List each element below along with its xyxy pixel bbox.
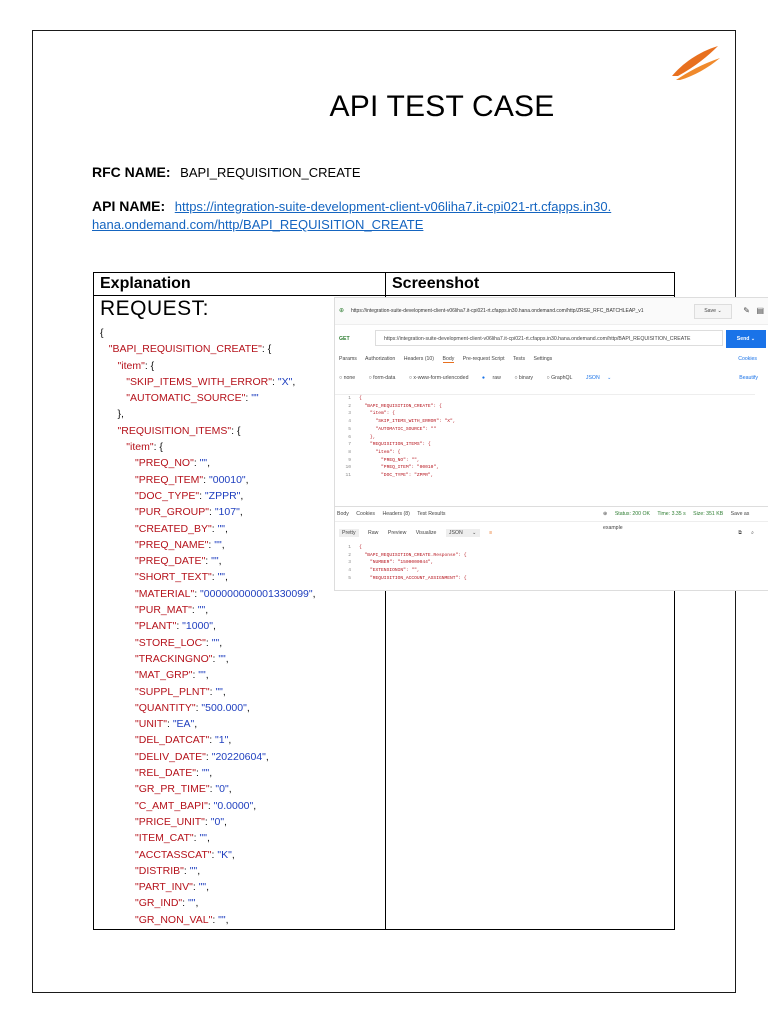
json-punct (100, 734, 135, 746)
document-icon[interactable]: ▤ (756, 306, 764, 315)
request-body-editor[interactable] (335, 394, 755, 503)
json-value: "" (214, 538, 222, 551)
fmt-json-label: JSON (448, 530, 463, 536)
json-punct (100, 767, 135, 779)
json-punct: : (212, 913, 219, 926)
json-key: "DEL_DATCAT" (135, 734, 210, 747)
request-json-line (100, 618, 316, 634)
json-value: "" (215, 685, 223, 698)
json-punct (100, 376, 126, 388)
json-punct: , (225, 913, 229, 926)
response-body (335, 544, 755, 590)
json-punct: : (183, 864, 190, 877)
json-value: "0.0000" (213, 799, 254, 812)
json-value: "" (197, 604, 206, 617)
json-punct (100, 555, 135, 567)
json-value: "" (211, 555, 219, 568)
option-urlencoded[interactable]: ○ x-www-form-urlencoded (408, 375, 469, 381)
fmt-visualize[interactable]: Visualize (415, 530, 437, 536)
json-value: "" (217, 571, 226, 584)
json-key: "REQUISITION_ITEMS" (117, 424, 232, 437)
json-value: "" (188, 897, 196, 910)
json-punct: : (176, 620, 183, 633)
screenshot-topbar (335, 298, 768, 325)
fmt-raw[interactable]: Raw (368, 530, 379, 536)
json-punct: : (203, 473, 209, 486)
brand-logo (668, 42, 724, 82)
json-punct: , (194, 718, 198, 731)
json-value: "" (198, 881, 207, 894)
request-json-line (100, 455, 316, 471)
json-punct: , (239, 506, 243, 519)
request-json-line (100, 602, 316, 618)
json-punct: , (219, 636, 223, 649)
request-json-line (100, 553, 316, 569)
json-punct: : (195, 767, 202, 780)
json-key: "CREATED_BY" (135, 522, 212, 535)
json-key: "PREQ_NO" (135, 457, 194, 470)
json-punct (100, 539, 135, 551)
json-punct: , (209, 767, 213, 780)
json-punct: , (253, 799, 257, 812)
json-punct (100, 474, 135, 486)
request-json-line (100, 684, 316, 700)
json-key: "QUANTITY" (135, 701, 196, 714)
json-key: "DISTRIB" (135, 864, 184, 877)
option-binary-label: binary (518, 375, 534, 381)
json-punct (100, 865, 135, 877)
json-punct: : (272, 375, 278, 388)
json-key: "PLANT" (135, 620, 177, 633)
json-punct (100, 686, 135, 698)
json-punct: , (225, 571, 228, 584)
request-json-line (100, 358, 316, 374)
fmt-pretty[interactable]: Pretty (339, 529, 359, 537)
json-punct (100, 392, 126, 404)
rfc-name-label: RFC NAME: (92, 164, 171, 180)
json-punct (100, 653, 135, 665)
resp-tab-test-results[interactable]: Test Results (417, 511, 446, 517)
json-punct (100, 637, 135, 649)
request-json-line (100, 472, 316, 488)
json-punct (100, 669, 135, 681)
json-key: "TRACKINGNO" (135, 652, 213, 665)
body-line-numbers: 1 2 3 4 5 6 7 8 9 10 11 (345, 396, 351, 479)
response-bar (335, 506, 768, 531)
json-punct (100, 702, 135, 714)
option-graphql[interactable]: ○ GraphQL (546, 375, 573, 381)
json-punct: , (225, 652, 229, 665)
json-punct: : (194, 587, 201, 600)
json-punct (100, 604, 135, 616)
fmt-preview[interactable]: Preview (387, 530, 407, 536)
request-json-line (100, 798, 316, 814)
option-graphql-label: GraphQL (551, 375, 573, 381)
json-punct: , (206, 881, 210, 894)
json-punct: : (204, 815, 211, 828)
json-value: "000000000001330099" (200, 587, 313, 600)
json-value: "0" (210, 815, 225, 828)
json-value: "107" (214, 506, 240, 519)
json-key: "REL_DATE" (135, 767, 196, 780)
json-punct (100, 441, 126, 453)
json-punct: : (211, 848, 218, 861)
json-punct (100, 343, 109, 355)
api-name-line (92, 197, 612, 234)
json-punct: , (240, 489, 244, 502)
json-punct: , (205, 669, 209, 682)
request-json-line (100, 439, 316, 455)
request-json-line (100, 586, 316, 602)
screenshot-request-title: https://integration-suite-development-client-v06liha7.it-cpi021-rt.cfapps.in30.hana.ondemand.com/http/ZRSE_RFC_BATCHLEAP_v1 (351, 308, 644, 314)
request-json-line (100, 879, 316, 895)
json-key: "PRICE_UNIT" (135, 815, 205, 828)
json-punct: : { (153, 441, 163, 454)
format-select-label: JSON (585, 375, 600, 381)
method-select[interactable]: GET (339, 336, 350, 342)
copy-icon[interactable]: ⧉ (738, 530, 742, 536)
json-punct (100, 897, 135, 909)
json-punct (100, 588, 135, 600)
response-format-bar (335, 526, 768, 540)
json-value: "" (198, 669, 206, 682)
json-punct: : (193, 832, 200, 845)
json-punct: , (292, 375, 296, 388)
json-punct (100, 849, 135, 861)
tab-tests[interactable]: Tests (512, 356, 526, 362)
json-punct (100, 571, 135, 583)
json-punct (100, 506, 135, 518)
api-url-link[interactable]: https://integration-suite-development-client-v06liha7.it-cpi021-rt.cfapps.in30.hana.ondemand.com/http/BAPI_REQUISITION_CREATE (92, 199, 612, 232)
json-value: "1000" (182, 620, 213, 633)
save-example-link[interactable]: Save as example (603, 511, 750, 531)
request-json-line (100, 521, 316, 537)
request-tabs (335, 356, 768, 368)
request-json-line (100, 374, 316, 390)
json-punct: : (245, 392, 252, 405)
json-punct: , (205, 604, 209, 617)
json-key: "ACCTASSCAT" (135, 848, 212, 861)
request-json (100, 325, 316, 928)
globe-icon: ⊕ (603, 511, 608, 517)
request-json-line (100, 423, 316, 439)
json-punct: : { (231, 424, 241, 437)
json-punct: : (209, 685, 216, 698)
json-key: "item" (126, 441, 154, 454)
header-divider (94, 295, 674, 296)
json-punct: , (245, 473, 249, 486)
json-value: "ZPPR" (204, 489, 241, 502)
request-json-line (100, 325, 316, 341)
json-punct (100, 751, 135, 763)
json-value: "X" (277, 375, 293, 388)
request-bar (335, 328, 768, 350)
resp-tab-headers[interactable]: Headers (8) (382, 511, 410, 517)
json-punct: : (191, 604, 198, 617)
request-json-line (100, 863, 316, 879)
json-punct: , (222, 685, 226, 698)
json-key: "AUTOMATIC_SOURCE" (126, 392, 246, 405)
json-key: "UNIT" (135, 718, 167, 731)
json-value: "" (211, 636, 220, 649)
json-key: "C_AMT_BAPI" (135, 799, 208, 812)
json-value: "1" (215, 734, 229, 747)
json-key: "item" (117, 359, 145, 372)
json-punct: , (195, 897, 199, 910)
resp-code: { "BAPI_REQUISITION_CREATE.Response": { "NUMBER": "1500000044", "EXTENSIONIN": "", "REQUISITION_ACCOUNT_ASSIGNMENT": { (359, 545, 467, 581)
json-punct: : (208, 538, 215, 551)
edit-icon[interactable]: ✎ (743, 306, 750, 315)
json-punct: : (195, 701, 202, 714)
json-punct: : (209, 734, 216, 747)
json-punct: : (208, 506, 215, 519)
save-button[interactable]: Save ⌄ (694, 304, 732, 319)
json-punct: , (197, 864, 201, 877)
json-key: "DELIV_DATE" (135, 750, 206, 763)
beautify-link[interactable]: Beautify (739, 375, 758, 381)
json-value: "" (199, 457, 208, 470)
time-text: Time: 3.35 s (657, 511, 686, 517)
tab-params[interactable]: Params (339, 356, 357, 362)
search-icon[interactable]: ⌕ (751, 530, 754, 536)
column-header-screenshot: Screenshot (392, 275, 480, 292)
json-key: "PUR_MAT" (135, 604, 192, 617)
json-key: "DOC_TYPE" (135, 489, 200, 502)
json-punct (100, 425, 118, 437)
json-punct: : (211, 571, 218, 584)
json-value: "" (201, 767, 210, 780)
request-json-line (100, 781, 316, 797)
tab-headers[interactable]: Headers (10) (403, 356, 435, 362)
send-button[interactable]: Send ⌄ (726, 330, 766, 348)
json-punct: , (246, 701, 250, 714)
api-name-label: API NAME: (92, 198, 166, 214)
request-json-line (100, 488, 316, 504)
json-key: "MATERIAL" (135, 587, 195, 600)
http-icon: ⊕ (339, 308, 345, 314)
wrap-icon[interactable]: ≡ (488, 530, 493, 536)
json-punct: , (218, 555, 222, 568)
tab-pre-request-script[interactable]: Pre-request Script (462, 356, 505, 362)
json-punct: : (205, 636, 212, 649)
json-key: "PART_INV" (135, 881, 193, 894)
json-value: "" (251, 392, 259, 405)
json-punct (100, 832, 135, 844)
json-punct (100, 718, 135, 730)
request-heading: REQUEST: (100, 297, 210, 320)
json-punct: : (212, 652, 219, 665)
json-punct (100, 490, 135, 502)
json-key: "GR_IND" (135, 897, 183, 910)
option-urlencoded-label: x-www-form-urlencoded (413, 375, 469, 381)
request-json-line (100, 406, 316, 422)
json-punct (100, 914, 135, 926)
option-form-data-label: form-data (373, 375, 396, 381)
body-code: { "BAPI_REQUISITION_CREATE": { "item": { "SKIP_ITEMS_WITH_ERROR": "X", "AUTOMATIC_SOURCE": "" }, "REQUISITION_ITEMS": { "item": { "PREQ_NO": "", "PREQ_ITEM": "00010", "DOC_TYPE": "ZPPR", (359, 396, 456, 479)
json-punct: , (228, 783, 232, 796)
json-punct: : (166, 718, 173, 731)
tab-authorization[interactable]: Authorization (365, 356, 396, 362)
json-value: "" (217, 522, 226, 535)
json-punct: : (199, 489, 205, 502)
tab-settings[interactable]: Settings (533, 356, 553, 362)
json-punct: , (231, 848, 235, 861)
option-binary[interactable]: ○ binary (514, 375, 534, 381)
json-key: "SUPPL_PLNT" (135, 685, 210, 698)
json-punct: , (213, 620, 216, 633)
json-value: "00010" (209, 473, 246, 486)
json-punct: , (225, 522, 228, 535)
json-punct (100, 783, 135, 795)
json-value: "" (218, 652, 226, 665)
option-raw-label: raw (492, 375, 501, 381)
json-punct: : (193, 457, 200, 470)
json-value: "EA" (172, 718, 195, 731)
option-none-label: none (343, 375, 356, 381)
option-raw[interactable]: ● raw (481, 375, 501, 381)
request-json-line (100, 651, 316, 667)
json-punct: : (211, 522, 218, 535)
request-json-line (100, 537, 316, 553)
json-punct: , (221, 538, 225, 551)
resp-line-numbers: 1 2 3 4 5 (348, 545, 351, 581)
postman-screenshot (335, 298, 768, 590)
json-key: "BAPI_REQUISITION_CREATE" (108, 343, 262, 356)
column-header-explanation: Explanation (100, 275, 191, 292)
resp-tab-cookies[interactable]: Cookies (356, 511, 376, 517)
json-punct: , (312, 587, 316, 600)
request-json-line (100, 765, 316, 781)
request-json-line (100, 390, 316, 406)
json-value: "" (218, 913, 226, 926)
json-value: "500.000" (201, 701, 247, 714)
status-text: Status: 200 OK (614, 511, 650, 517)
save-label: Save (704, 308, 717, 314)
request-json-line (100, 667, 316, 683)
json-punct: , (206, 832, 210, 845)
tab-body[interactable]: Body (442, 356, 455, 362)
rfc-name-value: BAPI_REQUISITION_CREATE (180, 165, 361, 180)
request-json-line (100, 341, 316, 357)
request-json-line (100, 814, 316, 830)
json-key: "GR_PR_TIME" (135, 783, 210, 796)
json-punct: : { (144, 359, 155, 372)
json-punct: : (209, 783, 216, 796)
request-json-line (100, 895, 316, 911)
resp-tab-body[interactable]: Body (337, 511, 349, 517)
json-punct (100, 360, 118, 372)
json-punct: : (205, 750, 212, 763)
json-key: "GR_NON_VAL" (135, 913, 213, 926)
json-punct: { (100, 327, 104, 339)
json-punct (100, 620, 135, 632)
request-json-line (100, 847, 316, 863)
format-select[interactable]: JSON ⌄ (585, 375, 612, 381)
cookies-link[interactable]: Cookies (738, 356, 757, 362)
json-punct: : (207, 799, 214, 812)
json-punct: , (207, 457, 211, 470)
request-json-line (100, 504, 316, 520)
json-punct: , (224, 815, 227, 828)
size-text: Size: 351 KB (693, 511, 724, 517)
request-json-line (100, 749, 316, 765)
send-label: Send (736, 336, 750, 342)
request-json-line (100, 569, 316, 585)
request-json-line (100, 912, 316, 928)
option-form-data[interactable]: ○ form-data (368, 375, 396, 381)
json-key: "MAT_GRP" (135, 669, 193, 682)
json-punct: , (265, 750, 269, 763)
request-json-line (100, 732, 316, 748)
json-value: "" (189, 864, 198, 877)
fmt-json-select[interactable]: JSON ⌄ (446, 529, 480, 537)
json-punct: : (205, 555, 212, 568)
json-key: "SKIP_ITEMS_WITH_ERROR" (126, 375, 272, 388)
json-value: "" (199, 832, 207, 845)
option-none[interactable]: ○ none (339, 375, 356, 381)
request-url-input[interactable]: https://integration-suite-development-client-v06liha7.it-cpi021-rt.cfapps.in30.hana.ondemand.com/http/BAPI_REQUISITION_CREATE (375, 330, 723, 346)
json-key: "PREQ_DATE" (135, 555, 206, 568)
json-key: "SHORT_TEXT" (135, 571, 212, 584)
json-punct (100, 800, 135, 812)
document-title: API TEST CASE (329, 90, 555, 123)
json-punct (100, 816, 135, 828)
json-key: "PREQ_ITEM" (135, 473, 204, 486)
request-json-line (100, 716, 316, 732)
rfc-name-line (92, 164, 361, 180)
json-value: "20220604" (211, 750, 266, 763)
json-punct: : { (261, 343, 272, 356)
request-json-line (100, 635, 316, 651)
json-key: "PREQ_NAME" (135, 538, 209, 551)
json-punct: : (192, 881, 199, 894)
json-punct: }, (100, 408, 124, 421)
json-key: "STORE_LOC" (135, 636, 206, 649)
json-punct: : (192, 669, 199, 682)
json-key: "ITEM_CAT" (135, 832, 194, 845)
json-punct (100, 523, 135, 535)
json-punct (100, 457, 135, 469)
json-value: "0" (215, 783, 229, 796)
json-key: "PUR_GROUP" (135, 506, 209, 519)
json-punct: : (182, 897, 188, 910)
json-punct (100, 881, 135, 893)
json-value: "K" (217, 848, 232, 861)
request-json-line (100, 830, 316, 846)
request-json-line (100, 700, 316, 716)
body-options (335, 375, 768, 387)
json-punct: , (228, 734, 232, 747)
